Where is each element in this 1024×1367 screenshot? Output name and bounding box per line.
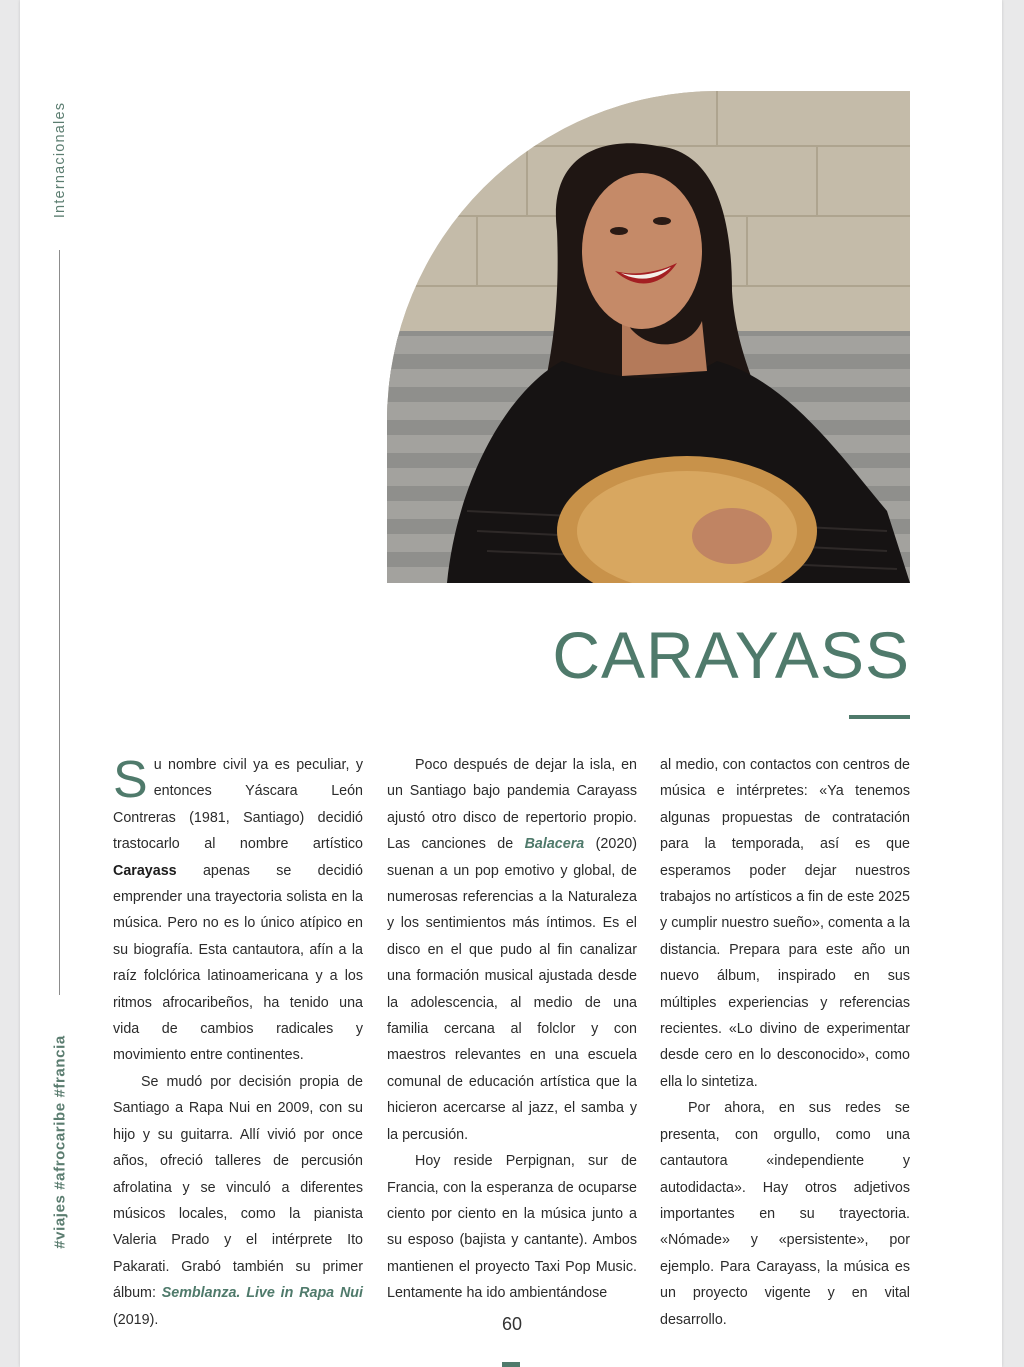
paragraph — [113, 1069, 363, 1333]
album-title: Balacera — [524, 836, 585, 853]
paragraph: Hoy reside Perpignan, sur de Francia, con la esperanza de ocuparse ciento por ciento en la música junto a su esposo (bajista y cantante). Ambos mantienen el proyecto Taxi Pop Music. Lentamente ha ido ambientándose — [387, 1153, 637, 1302]
page-marker — [502, 1362, 520, 1367]
artist-name: Carayass — [113, 862, 177, 879]
text: apenas se decidió emprender una trayectoria solista en la música. Pero no es lo único atípico en su biografía. Esta cantautora, afín a la raíz folclórica latinoamericana y a los ritmos afrocaribeños, ha tenido una vida de cambios radicales y movimiento entre continentes. — [113, 862, 363, 1064]
article-column-2 — [387, 752, 637, 1307]
text: u nombre civil ya es peculiar, y entonces Yáscara León Contreras (1981, Santiago) decidió trastocarlo al nombre artístico — [113, 757, 363, 853]
paragraph — [113, 752, 363, 1069]
article-column-3 — [660, 752, 910, 1333]
paragraph: al medio, con contactos con centros de música e intérpretes: «Ya tenemos algunas propuestas de contratación para la temporada, así es que esperamos poder dejar nuestros trabajos no artísticos a fin de este 2025 y cumplir nuestro sueño», comenta a la distancia. Prepara para este año un nuevo álbum, inspirado en sus múltiples experiencias y referencias recientes. «Lo divino de experimentar desde cero en lo desconocido», como ella lo sintetiza. — [660, 757, 910, 1090]
article-title: CARAYASS — [552, 618, 910, 692]
text: (2020) suenan a un pop emotivo y global, de numerosas referencias a la Naturaleza y los sentimientos más íntimos. Es el disco en el que pudo al fin canalizar una formación musical ajustada desde la adolescencia, al medio de una familia cercana al folclor y con maestros relevantes en una escuela comunal de educación artística que la hicieron acercarse al jazz, el samba y la percusión. — [387, 836, 637, 1143]
article-column-1 — [113, 752, 363, 1333]
text: Se mudó por decisión propia de Santiago a Rapa Nui en 2009, con su hijo y su guitarra. Allí vivió por once años, ofreció talleres de percusión afrolatina y se vinculó a diferentes músicos locales, como la pianista Valeria Prado y el intérprete Ito Pakarati. Grabó también su primer álbum: — [113, 1073, 363, 1302]
title-underline — [849, 715, 910, 719]
paragraph — [387, 752, 637, 1148]
paragraph: Por ahora, en sus redes se presenta, con orgullo, como una cantautora «independiente y autodidacta». Hay otros adjetivos importantes en su trayectoria. «Nómade» y «persistente», por ejemplo. Para Carayass, la música es un proyecto vigente y en vital desarrollo. — [660, 1100, 910, 1328]
text: (2019). — [113, 1311, 159, 1328]
sidebar-divider — [59, 250, 60, 995]
page-number: 60 — [501, 1314, 523, 1334]
section-label: Internacionales — [52, 101, 68, 219]
dropcap: S — [113, 751, 148, 809]
text: Poco después de dejar la isla, en un Santiago bajo pandemia Carayass ajustó otro disco de repertorio propio. Las canciones de — [387, 757, 637, 853]
album-title: Semblanza. Live in Rapa Nui — [161, 1285, 363, 1302]
hashtags-label: #viajes #afrocaribe #francia — [51, 1035, 69, 1249]
